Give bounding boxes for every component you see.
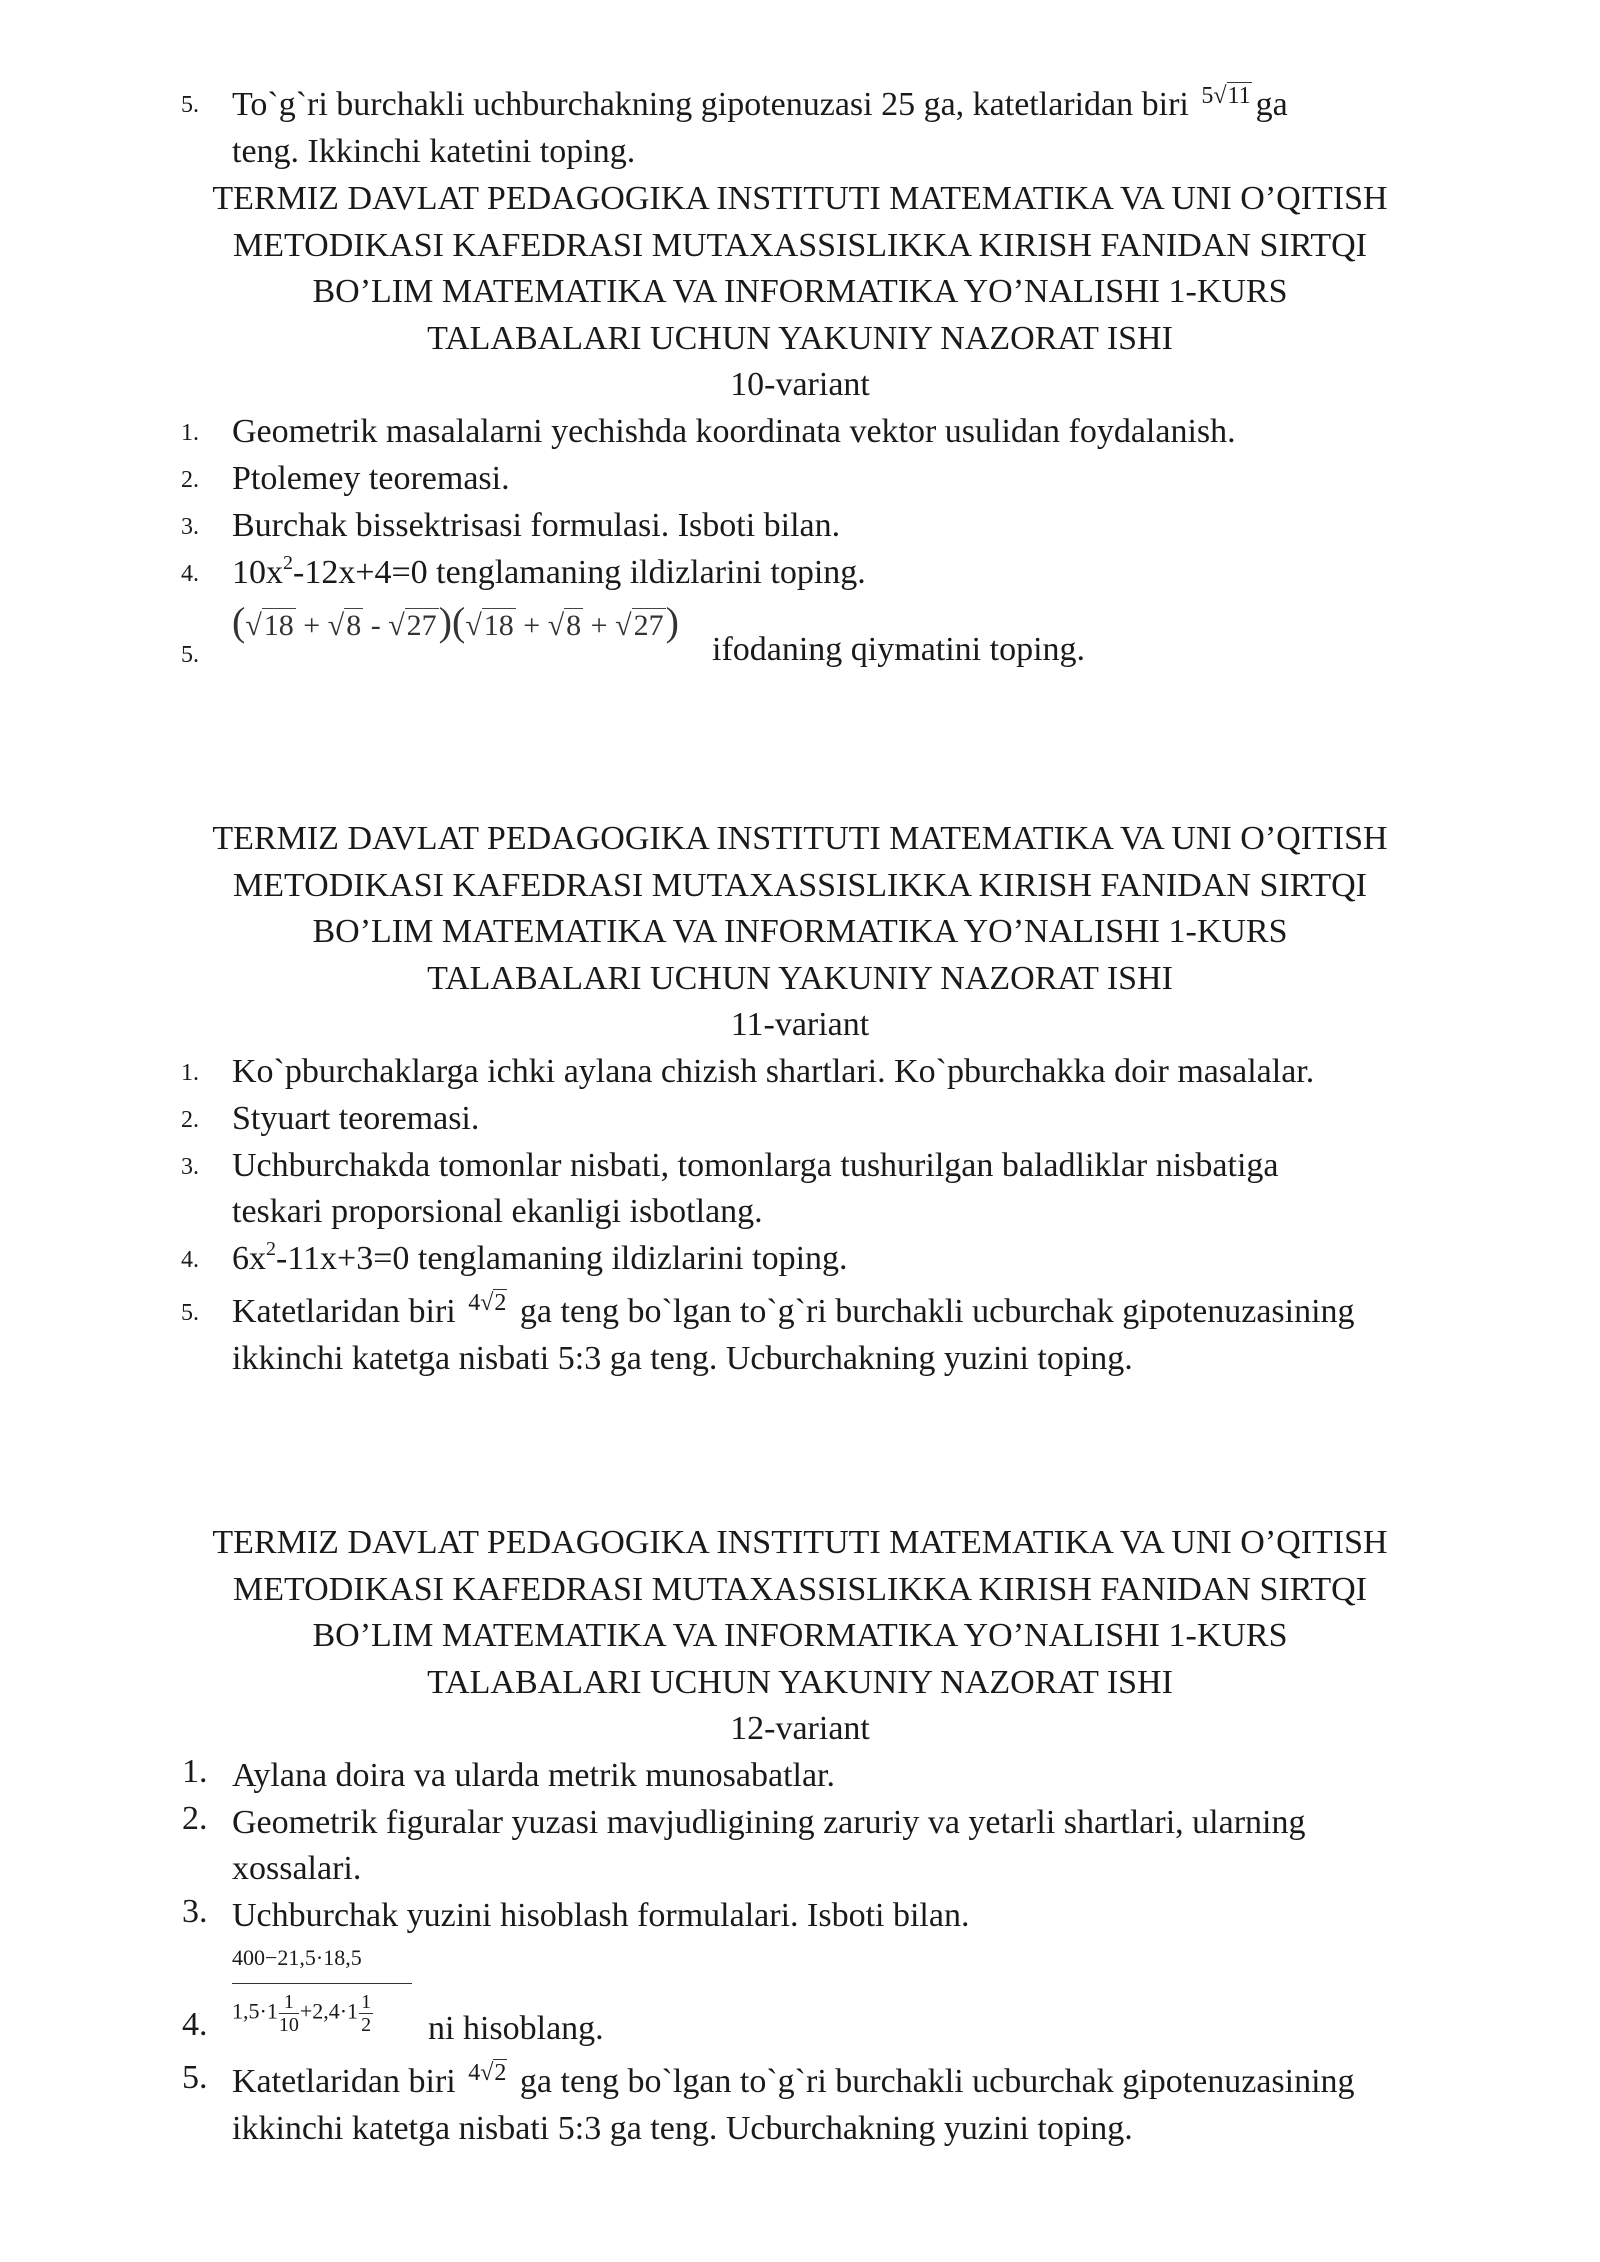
prev-item-5-text: To`g`ri burchakli uchburchakning gipotenuzasi 25 ga, katetlaridan biri 5√11 ga	[232, 82, 1288, 131]
header-line-1: TERMIZ DAVLAT PEDAGOGIKA INSTITUTI MATEMATIKA VA UNI O’QITISH	[212, 180, 1388, 217]
variant-12-title: 12-variant	[730, 1710, 870, 1747]
v10-item-5-text: ifodaning qiymatini toping.	[712, 631, 1086, 668]
header-line-4: TALABALARI UCHUN YAKUNIY NAZORAT ISHI	[427, 1664, 1173, 1701]
variant-10-title: 10-variant	[730, 366, 870, 403]
prev-item-5-number: 5.	[181, 92, 199, 118]
v11-item-2-number: 2.	[181, 1107, 199, 1133]
v11-item-5-text-cont: ikkinchi katetga nisbati 5:3 ga teng. Ucburchakning yuzini toping.	[232, 1340, 1133, 1377]
header-line-2: METODIKASI KAFEDRASI MUTAXASSISLIKKA KIRISH FANIDAN SIRTQI	[233, 867, 1367, 904]
v11-item-5-number: 5.	[181, 1300, 199, 1326]
sqrt-expression: 4√2	[468, 2060, 507, 2086]
v10-item-4-text: $10x^2-12x+4=0$ tenglamaning ildizlarini toping.	[232, 552, 866, 591]
v10-item-2-text: Ptolemey teoremasi.	[232, 460, 510, 497]
v11-item-4-text: $6x^2-11x+3=0$ tenglamaning ildizlarini toping.	[232, 1238, 848, 1277]
v11-item-4-number: 4.	[181, 1247, 199, 1273]
v12-item-1-number: 1.	[182, 1753, 208, 1790]
sqrt-expression: 5√11	[1201, 83, 1251, 109]
v12-item-1-text: Aylana doira va ularda metrik munosabatlar.	[232, 1757, 836, 1794]
header-line-1: TERMIZ DAVLAT PEDAGOGIKA INSTITUTI MATEMATIKA VA UNI O’QITISH	[212, 820, 1388, 857]
v10-item-2-number: 2.	[181, 467, 199, 493]
v11-item-1-text: Ko`pburchaklarga ichki aylana chizish shartlari. Ko`pburchakka doir masalalar.	[232, 1053, 1315, 1090]
v12-item-5-number: 5.	[182, 2059, 208, 2096]
v12-item-3-text: Uchburchak yuzini hisoblash formulalari. Isboti bilan.	[232, 1897, 970, 1934]
v11-item-5-text: Katetlaridan biri 4√2 ga teng bo`lgan to`g`ri burchakli ucburchak gipotenuzasining	[232, 1289, 1355, 1338]
header-line-3: BO’LIM MATEMATIKA VA INFORMATIKA YO’NALISHI 1-KURS	[312, 273, 1288, 310]
v11-item-2-text: Styuart teoremasi.	[232, 1100, 480, 1137]
v12-item-3-number: 3.	[182, 1893, 208, 1930]
prev-item-5-text-cont: teng. Ikkinchi katetini toping.	[232, 133, 636, 170]
v12-item-2-text-cont: xossalari.	[232, 1850, 362, 1887]
v10-item-1-text: Geometrik masalalarni yechishda koordinata vektor usulidan foydalanish.	[232, 413, 1236, 450]
v10-item-5-number: 5.	[181, 642, 199, 668]
v11-item-1-number: 1.	[181, 1060, 199, 1086]
header-line-1: TERMIZ DAVLAT PEDAGOGIKA INSTITUTI MATEMATIKA VA UNI O’QITISH	[212, 1524, 1388, 1561]
v10-item-4-number: 4.	[181, 561, 199, 587]
fraction-expression: 400−21,5·18,5 1,5·1 $\frac{1}{10}$ +2,4·1 $\frac{1}{2}$	[232, 1945, 422, 2035]
v12-item-2-text: Geometrik figuralar yuzasi mavjudligining zaruriy va yetarli shartlari, ularning	[232, 1804, 1306, 1841]
fraction-bar	[232, 1983, 412, 1984]
header-line-4: TALABALARI UCHUN YAKUNIY NAZORAT ISHI	[427, 320, 1173, 357]
v11-item-3-text: Uchburchakda tomonlar nisbati, tomonlarga tushurilgan baladliklar nisbatiga	[232, 1147, 1279, 1184]
header-line-3: BO’LIM MATEMATIKA VA INFORMATIKA YO’NALISHI 1-KURS	[312, 913, 1288, 950]
variant-11-title: 11-variant	[730, 1006, 870, 1043]
v11-item-3-number: 3.	[181, 1154, 199, 1180]
v11-item-3-text-cont: teskari proporsional ekanligi isbotlang.	[232, 1193, 763, 1230]
v12-item-5-text-cont: ikkinchi katetga nisbati 5:3 ga teng. Ucburchakning yuzini toping.	[232, 2110, 1133, 2147]
v12-item-2-number: 2.	[182, 1800, 208, 1837]
v10-item-1-number: 1.	[181, 420, 199, 446]
header-line-2: METODIKASI KAFEDRASI MUTAXASSISLIKKA KIRISH FANIDAN SIRTQI	[233, 1571, 1367, 1608]
header-line-2: METODIKASI KAFEDRASI MUTAXASSISLIKKA KIRISH FANIDAN SIRTQI	[233, 227, 1367, 264]
v12-item-4-text: ni hisoblang.	[428, 2010, 604, 2047]
radical-expression: (√18 + √8 - √27)(√18 + √8 + √27)	[232, 599, 679, 644]
v10-item-3-text: Burchak bissektrisasi formulasi. Isboti bilan.	[232, 507, 841, 544]
sqrt-expression: 4√2	[468, 1290, 507, 1316]
v12-item-5-text: Katetlaridan biri 4√2 ga teng bo`lgan to`g`ri burchakli ucburchak gipotenuzasining	[232, 2059, 1355, 2108]
v10-item-3-number: 3.	[181, 514, 199, 540]
header-line-3: BO’LIM MATEMATIKA VA INFORMATIKA YO’NALISHI 1-KURS	[312, 1617, 1288, 1654]
v12-item-4-number: 4.	[182, 2006, 208, 2043]
header-line-4: TALABALARI UCHUN YAKUNIY NAZORAT ISHI	[427, 960, 1173, 997]
